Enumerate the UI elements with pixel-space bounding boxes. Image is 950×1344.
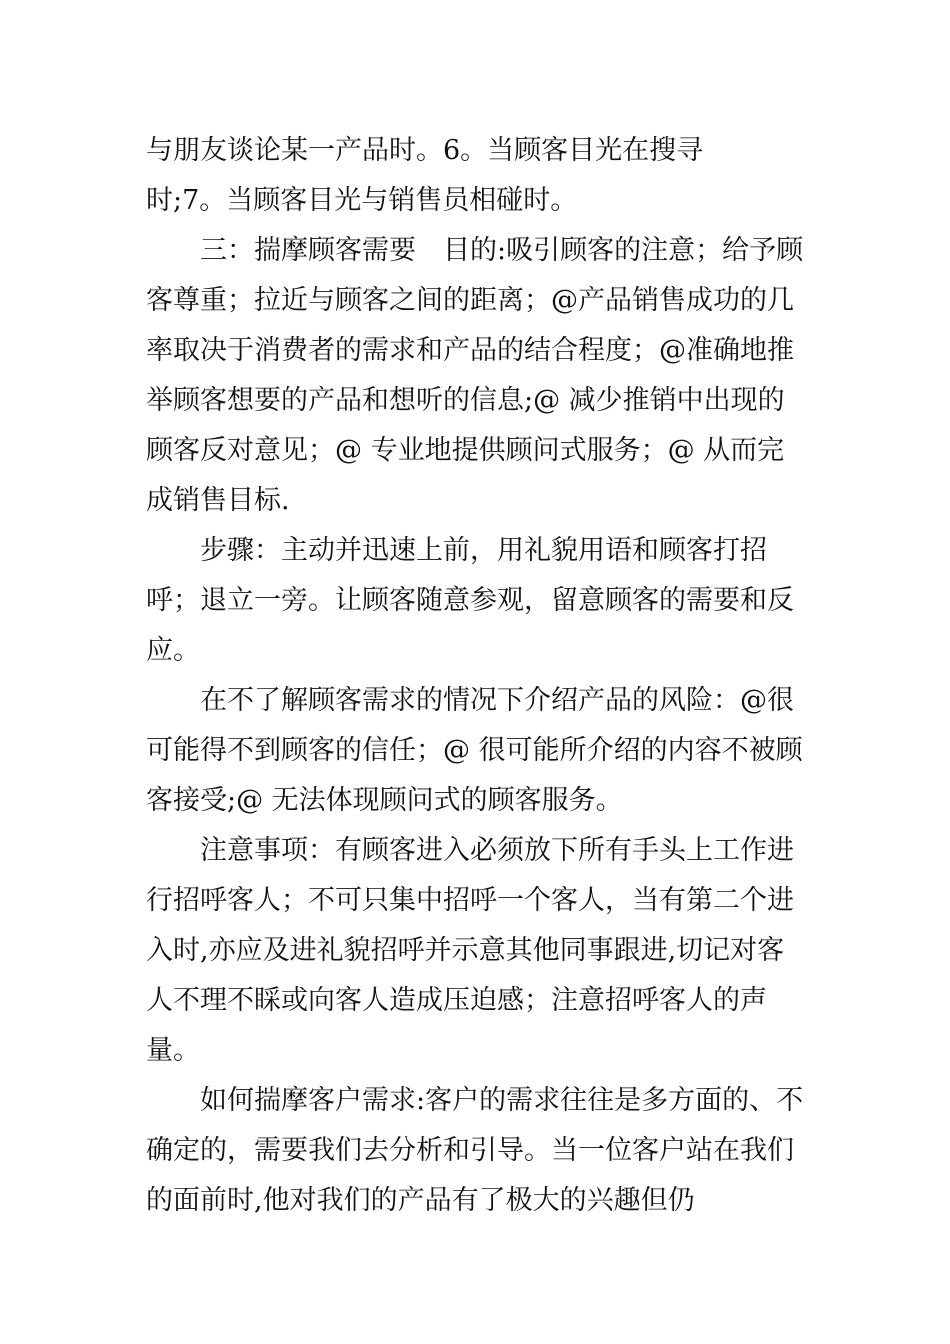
paragraph-2: 时;7。当顾客目光与销售员相碰时。 — [146, 185, 578, 216]
paragraph-3: 三：揣摩顾客需要 目的:吸引顾客的注意；给予顾客尊重；拉近与顾客之间的距离；@产品销售成功的几率取决于消费者的需求和产品的结合程度；@准确地推举顾客想要的产品和想听的信息;@ 减少推销中出现的顾客反对意见；@ 专业地提供顾问式服务；@ 从而完成销售目标. — [146, 235, 804, 516]
paragraph-1: 与朋友谈论某一产品时。6。当顾客目光在搜寻 — [146, 135, 704, 166]
document-body — [146, 126, 806, 1226]
paragraph-6: 注意事项：有顾客进入必须放下所有手头上工作进行招呼客人；不可只集中招呼一个客人，当有第二个进入时,亦应及进礼貌招呼并示意其他同事跟进,切记对客人不理不睬或向客人造成压迫感；注意招呼客人的声量。 — [146, 835, 794, 1066]
paragraph-5: 在不了解顾客需求的情况下介绍产品的风险：@很可能得不到顾客的信任；@ 很可能所介绍的内容不被顾客接受;@ 无法体现顾问式的顾客服务。 — [146, 685, 803, 816]
paragraph-4: 步骤：主动并迅速上前，用礼貌用语和顾客打招呼；退立一旁。让顾客随意参观，留意顾客的需要和反应。 — [146, 535, 794, 666]
paragraph-7: 如何揣摩客户需求:客户的需求往往是多方面的、不确定的，需要我们去分析和引导。当一位客户站在我们的面前时,他对我们的产品有了极大的兴趣但仍 — [146, 1085, 804, 1216]
